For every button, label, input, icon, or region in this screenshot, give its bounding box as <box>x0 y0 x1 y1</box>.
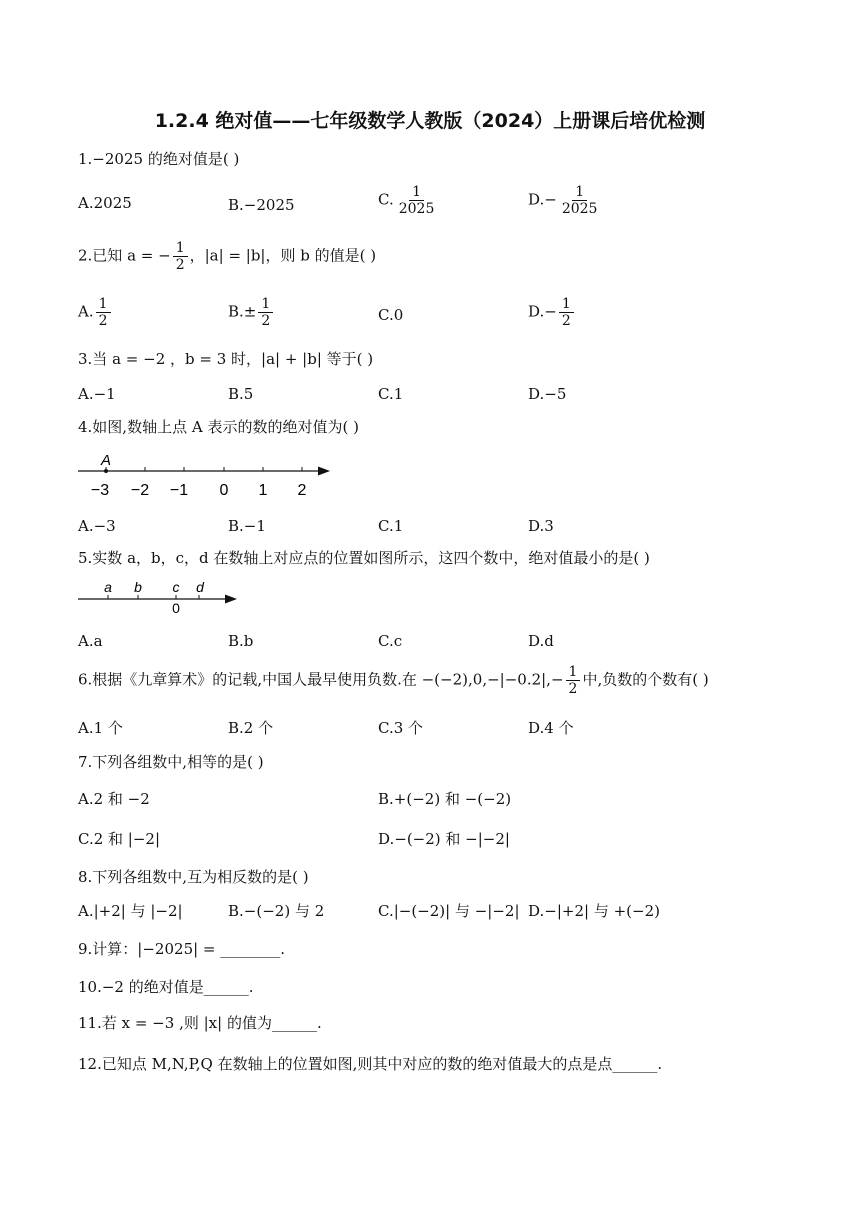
q5-option-d: D.d <box>528 632 554 650</box>
fraction: $\frac{1}{2}$ <box>173 240 188 273</box>
fraction: $\frac{1}{2}$ <box>559 296 574 329</box>
question-12-stem: 12.已知点 M,N,P,Q 在数轴上的位置如图,则其中对应的数的绝对值最大的点是点______. <box>78 1055 663 1073</box>
q1-option-a: A.2025 <box>78 194 132 212</box>
axis-point-label: A <box>100 452 112 469</box>
q7-option-d: D.−(−2) 和 −|−2| <box>378 830 510 848</box>
q7-option-b: B.+(−2) 和 −(−2) <box>378 790 512 808</box>
q8-option-a: A.|+2| 与 |−2| <box>78 902 183 920</box>
q3-option-d: D.−5 <box>528 385 567 403</box>
fraction: $\frac{1}{2}$ <box>258 296 273 329</box>
tick-label: 2 <box>297 482 307 499</box>
q6-option-d: D.4 个 <box>528 719 574 737</box>
page-title: 1.2.4 绝对值——七年级数学人教版（2024）上册课后培优检测 <box>154 110 706 132</box>
question-11-stem: 11.若 x = −3 ,则 |x| 的值为______. <box>78 1014 322 1032</box>
q2-option-c: C.0 <box>378 306 404 324</box>
q4-option-a: A.−3 <box>78 517 116 535</box>
fraction: $\frac{1}{2025}$ <box>561 184 598 218</box>
question-7-stem: 7.下列各组数中,相等的是( ) <box>78 753 264 771</box>
q4-option-d: D.3 <box>528 517 554 535</box>
tick-label: −1 <box>169 482 189 499</box>
q4-number-line <box>78 448 338 504</box>
question-10-stem: 10.−2 的绝对值是______. <box>78 978 254 996</box>
question-6-stem: 6.根据《九章算术》的记载,中国人最早使用负数.在 −(−2),0,−|−0.2|,− $\frac{1}{2}$ 中,负数的个数有( ) <box>78 664 709 698</box>
q2-option-b: B.± $\frac{1}{2}$ <box>228 296 275 329</box>
fraction: $\frac{1}{2025}$ <box>398 184 435 218</box>
question-9-stem: 9.计算：|−2025| = ________. <box>78 940 286 958</box>
point-label: c <box>172 579 180 595</box>
q1-option-b: B.−2025 <box>228 196 295 214</box>
question-1-stem: 1.−2025 的绝对值是( ) <box>78 150 240 168</box>
tick-label: 1 <box>258 482 268 499</box>
q7-option-a: A.2 和 −2 <box>78 790 150 808</box>
q6-option-c: C.3 个 <box>378 719 424 737</box>
q5-option-a: A.a <box>78 632 103 650</box>
q1-option-d: D.− $\frac{1}{2025}$ <box>528 184 602 217</box>
fraction: $\frac{1}{2}$ <box>96 296 111 329</box>
question-3-stem: 3.当 a = −2 ，b = 3 时，|a| + |b| 等于( ) <box>78 350 374 368</box>
q2-option-d: D.− $\frac{1}{2}$ <box>528 296 576 329</box>
q6-option-a: A.1 个 <box>78 719 123 737</box>
point-label: d <box>196 579 204 595</box>
q3-option-a: A.−1 <box>78 385 116 403</box>
question-2-stem: 2.已知 a = − $\frac{1}{2}$ ，|a| = |b|，则 b 的值是( ) <box>78 240 377 274</box>
q6-option-b: B.2 个 <box>228 719 274 737</box>
q5-option-c: C.c <box>378 632 403 650</box>
q3-option-c: C.1 <box>378 385 404 403</box>
q3-option-b: B.5 <box>228 385 254 403</box>
point-label: a <box>104 579 112 595</box>
q1-option-c: C. $\frac{1}{2025}$ <box>378 184 439 217</box>
tick-label: −2 <box>130 482 150 499</box>
q8-option-b: B.−(−2) 与 2 <box>228 902 325 920</box>
q8-option-d: D.−|+2| 与 +(−2) <box>528 902 660 920</box>
q7-option-c: C.2 和 |−2| <box>78 830 161 848</box>
question-4-stem: 4.如图,数轴上点 A 表示的数的绝对值为( ) <box>78 418 359 436</box>
q8-option-c: C.|−(−2)| 与 −|−2| <box>378 902 520 920</box>
q5-option-b: B.b <box>228 632 254 650</box>
point-label: b <box>134 579 142 595</box>
tick-label: 0 <box>219 482 229 499</box>
fraction: $\frac{1}{2}$ <box>566 664 581 697</box>
q2-option-a: A. $\frac{1}{2}$ <box>78 296 113 329</box>
zero-label: 0 <box>172 600 180 616</box>
q4-option-b: B.−1 <box>228 517 266 535</box>
question-8-stem: 8.下列各组数中,互为相反数的是( ) <box>78 868 309 886</box>
question-5-stem: 5.实数 a，b，c，d 在数轴上对应点的位置如图所示，这四个数中，绝对值最小的是( ) <box>78 549 650 567</box>
tick-label: −3 <box>90 482 110 499</box>
q4-option-c: C.1 <box>378 517 404 535</box>
q5-number-line <box>78 578 248 618</box>
